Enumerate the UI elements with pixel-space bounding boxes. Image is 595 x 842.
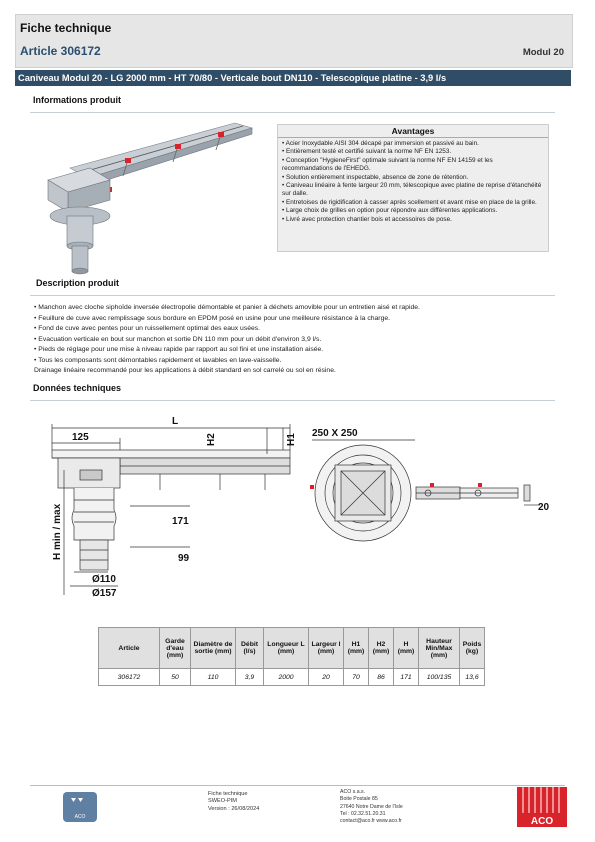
divider (30, 112, 555, 113)
list-item: • Large choix de grilles en option pour répondre aux différentes applications. (282, 207, 544, 215)
doc-title: Fiche technique (20, 21, 112, 35)
dim-250x250: 250 X 250 (312, 428, 358, 439)
dim-20: 20 (538, 502, 550, 513)
table-header: Débit (l/s) (236, 628, 264, 669)
footer-version: Version : 26/08/2024 (208, 805, 260, 812)
list-item: • Pieds de réglage pour une mise à niveau rapide par rapport au sol fini et une installation aisée. (34, 345, 554, 356)
table-cell: 70 (344, 669, 369, 686)
dim-125: 125 (72, 432, 89, 443)
table-header: Diamètre de sortie (mm) (191, 628, 236, 669)
dim-110: Ø110 (92, 574, 116, 585)
divider (30, 295, 555, 296)
list-item: • Entièrement testé et certifié suivant la norme NF EN 1253. (282, 148, 544, 156)
table-cell: 86 (369, 669, 394, 686)
table-cell: 100/135 (419, 669, 460, 686)
modul-label: Modul 20 (522, 47, 564, 58)
dim-157: Ø157 (92, 588, 117, 599)
dim-L: L (172, 416, 179, 427)
product-image (30, 118, 275, 283)
aco-logo (517, 787, 567, 827)
table-cell: 171 (394, 669, 419, 686)
table-header: Poids (kg) (460, 628, 485, 669)
section-info: Informations produit (33, 95, 121, 105)
footer-address2: 27640 Notre Dame de l'Isle (340, 803, 403, 810)
table-cell: 110 (191, 669, 236, 686)
avantages-title: Avantages (278, 125, 548, 138)
avantages-list (278, 138, 548, 226)
table-cell: 20 (309, 669, 344, 686)
footer-divider (30, 785, 565, 786)
list-item: • Tous les composants sont démontables rapidement et lavables en lave-vaisselle. (34, 356, 554, 367)
table-cell: 13,6 (460, 669, 485, 686)
table-header-row (99, 628, 485, 669)
product-title-bar: Caniveau Modul 20 - LG 2000 mm - HT 70/80 - Verticale bout DN110 - Telescopique platine - 3,9 l/s (15, 70, 571, 86)
list-item: • Entretoises de rigidification à casser après scellement et avant mise en place de la grille. (282, 199, 544, 207)
list-item: • Caniveau linéaire à fente largeur 20 mm, télescopique avec platine de reprise d'étanchéité sur dalle. (282, 182, 544, 199)
technical-table (98, 627, 485, 686)
list-item: • Solution entièrement inspectable, absence de zone de rétention. (282, 174, 544, 182)
section-description: Description produit (36, 278, 119, 288)
table-header: Largeur l (mm) (309, 628, 344, 669)
list-item: • Evacuation verticale en bout sur manchon et sortie DN 110 mm pour un débit d'environ 3,9 l/s. (34, 335, 554, 346)
footer-tel: Tel : 02.32.51.20.31 (340, 810, 386, 817)
dim-99: 99 (178, 553, 190, 564)
table-header: Article (99, 628, 160, 669)
list-item: • Manchon avec cloche siphoïde inversée électropolie démontable et panier à déchets amovible pour un entretien aisé et rapide. (34, 303, 554, 314)
list-item: • Acier Inoxydable AISI 304 décapé par immersion et passivé au bain. (282, 140, 544, 148)
table-cell: 2000 (264, 669, 309, 686)
dim-Hminmax: H min / max (52, 503, 63, 560)
description-list (34, 303, 554, 377)
footer-source: SWEO-PIM (208, 798, 237, 805)
table-row (99, 669, 485, 686)
dim-171: 171 (172, 516, 189, 527)
table-cell: 50 (160, 669, 191, 686)
dim-H2: H2 (206, 433, 217, 446)
table-header: Longueur L (mm) (264, 628, 309, 669)
list-item: • Feuillure de cuve avec remplissage sous bordure en EPDM posé en usine pour une meilleure résistance à la charge. (34, 314, 554, 325)
footer-doc: Fiche technique (208, 791, 248, 797)
technical-drawing (30, 410, 560, 600)
badge-text: ACO (74, 814, 86, 820)
table-header: H (mm) (394, 628, 419, 669)
table-cell: 306172 (99, 669, 160, 686)
divider (30, 400, 555, 401)
table-header: Garde d'eau (mm) (160, 628, 191, 669)
aco-badge-logo (63, 792, 97, 822)
article-number: Article 306172 (20, 44, 101, 58)
table-header: H2 (mm) (369, 628, 394, 669)
dim-H1: H1 (286, 433, 297, 446)
aco-logo-text: ACO (530, 816, 554, 827)
table-header: H1 (mm) (344, 628, 369, 669)
footer-company: ACO s.a.s. (340, 789, 366, 795)
list-item: • Fond de cuve avec pentes pour un ruissellement optimal des eaux usées. (34, 324, 554, 335)
description-note: Drainage linéaire recommandé pour les applications à débit standard en sol carrelé ou sol en résine. (34, 367, 336, 374)
footer-address1: Boite Postale 85 (340, 796, 378, 803)
header-box (15, 14, 573, 68)
table-cell: 3,9 (236, 669, 264, 686)
footer-doc-info (208, 791, 259, 813)
footer-contact[interactable]: contact@aco.fr www.aco.fr (340, 818, 402, 825)
list-item: • Conception "HygieneFirst" optimale suivant la norme NF EN 14159 et les recommandations de l'EHEDG. (282, 157, 544, 174)
table-header: Hauteur Min/Max (mm) (419, 628, 460, 669)
section-donnees: Données techniques (33, 383, 122, 393)
list-item: • Livré avec protection chantier bois et accessoires de pose. (282, 216, 544, 224)
avantages-box (277, 124, 549, 252)
footer-address (340, 789, 403, 825)
